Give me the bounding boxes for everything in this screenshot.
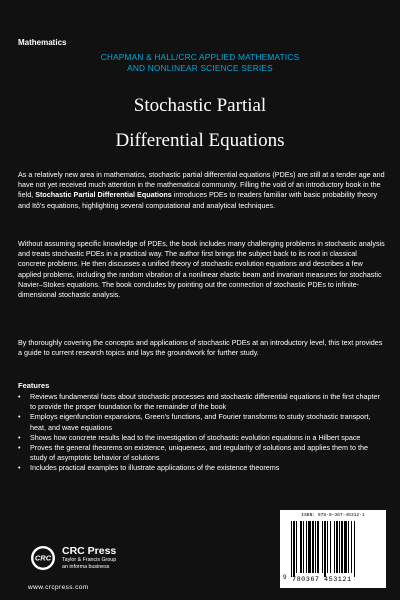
features-list bbox=[18, 392, 386, 474]
barcode-bar bbox=[339, 521, 340, 573]
series-name-line-1: CHAPMAN & HALL/CRC APPLIED MATHEMATICS bbox=[100, 52, 300, 62]
barcode-bar bbox=[348, 521, 349, 573]
subject-label: Mathematics bbox=[18, 38, 67, 47]
description-paragraph-2: Without assuming specific knowledge of PDEs, the book includes many challenging problems in stochastic analysis and treats stochastic PDEs in a practical way. The author first brings the subject back to its root in classical concrete problems. He then discusses a unified theory of stochastic evolution equations and describes a few applied problems, including the random vibration of a nonlinear elastic beam and invariant measures for stochastic Navier–Stokes equations. The book concludes by pointing out the connection of stochastic PDEs to infinite-dimensional stochastic analysis. bbox=[18, 239, 385, 300]
barcode-bar bbox=[300, 521, 302, 573]
description-paragraph-3: By thoroughly covering the concepts and applications of stochastic PDEs at an introductory level, this text provides a guide to current research topics and lays the groundwork for further study. bbox=[18, 338, 383, 358]
barcode-bar bbox=[334, 521, 335, 573]
feature-item bbox=[18, 412, 386, 432]
barcode-bar bbox=[291, 521, 292, 577]
book-title-line-2: Differential Equations bbox=[115, 130, 285, 151]
feature-item bbox=[18, 463, 386, 473]
feature-text: Reviews fundamental facts about stochastic processes and stochastic differential equations in the first chapter to provide the proper foundation for the remainder of the book bbox=[30, 392, 380, 412]
feature-text: Proves the general theorems on existence, uniqueness, and regularity of solutions and applies them to the study of asymptotic behavior of solutions bbox=[30, 443, 369, 463]
barcode-bar bbox=[315, 521, 316, 573]
barcode-bar bbox=[322, 521, 323, 573]
feature-item bbox=[18, 433, 386, 443]
barcode-bar bbox=[324, 521, 326, 577]
description-paragraph-1 bbox=[18, 170, 386, 211]
feature-item bbox=[18, 392, 386, 412]
publisher-block bbox=[62, 545, 116, 571]
barcode-bar bbox=[330, 521, 331, 573]
barcode-bar bbox=[327, 521, 328, 573]
barcode-bar bbox=[312, 521, 314, 573]
ean-digits: 780367 453121 bbox=[292, 576, 352, 584]
bullet-icon: • bbox=[18, 443, 21, 453]
feature-text: Includes practical examples to illustrate applications of the existence theorems bbox=[30, 463, 280, 473]
feature-text: Employs eigenfunction expansions, Green's functions, and Fourier transforms to study stochastic transport, heat, and wave equations bbox=[30, 412, 371, 432]
series-name-line-2: AND NONLINEAR SCIENCE SERIES bbox=[127, 63, 273, 73]
barcode-bar bbox=[306, 521, 307, 573]
barcode-bars bbox=[291, 521, 381, 577]
bullet-icon: • bbox=[18, 463, 21, 473]
paragraph-1-outro: introduces PDEs to readers familiar with basic probability theory and Itô's equations, highlighting several computational and analytical techniques. bbox=[18, 190, 378, 210]
barcode-bar bbox=[344, 521, 347, 573]
feature-text: Shows how concrete results lead to the investigation of stochastic evolution equations in a Hilbert space bbox=[30, 432, 361, 442]
barcode-bar bbox=[354, 521, 355, 577]
paragraph-1-title-bold: Stochastic Partial Differential Equations bbox=[35, 190, 172, 200]
barcode-bar bbox=[293, 521, 295, 577]
book-title-line-1: Stochastic Partial bbox=[133, 95, 267, 116]
isbn-barcode bbox=[280, 510, 386, 588]
bullet-icon: • bbox=[18, 392, 21, 401]
isbn-number: ISBN: 978-0-367-45312-1 bbox=[301, 513, 365, 518]
publisher-website: www.crcpress.com bbox=[28, 584, 89, 591]
barcode-bar bbox=[317, 521, 319, 573]
barcode-bar bbox=[303, 521, 304, 573]
bullet-icon: • bbox=[18, 432, 21, 442]
barcode-bar bbox=[296, 521, 297, 573]
features-heading: Features bbox=[18, 381, 50, 390]
barcode-bar bbox=[351, 521, 352, 573]
feature-item bbox=[18, 443, 386, 463]
publisher-group: Taylor & Francis Group bbox=[62, 557, 117, 563]
ean-first-digit: 9 bbox=[283, 574, 287, 581]
paragraph-1-intro: As a relatively new area in mathematics, stochastic partial differential equations (PDEs) are still at a tender age and have not yet received much attention in the mathematical community. Filling the void of an introductory book in the field, bbox=[18, 170, 385, 200]
barcode-bar bbox=[308, 521, 311, 573]
publisher-tagline: an informa business bbox=[62, 564, 110, 570]
crc-press-logo-icon bbox=[30, 545, 56, 571]
publisher-name: CRC Press bbox=[62, 545, 117, 557]
bullet-icon: • bbox=[18, 412, 21, 422]
logo-text: CRC bbox=[34, 553, 52, 563]
barcode-bar bbox=[341, 521, 343, 573]
barcode-bar bbox=[336, 521, 338, 573]
